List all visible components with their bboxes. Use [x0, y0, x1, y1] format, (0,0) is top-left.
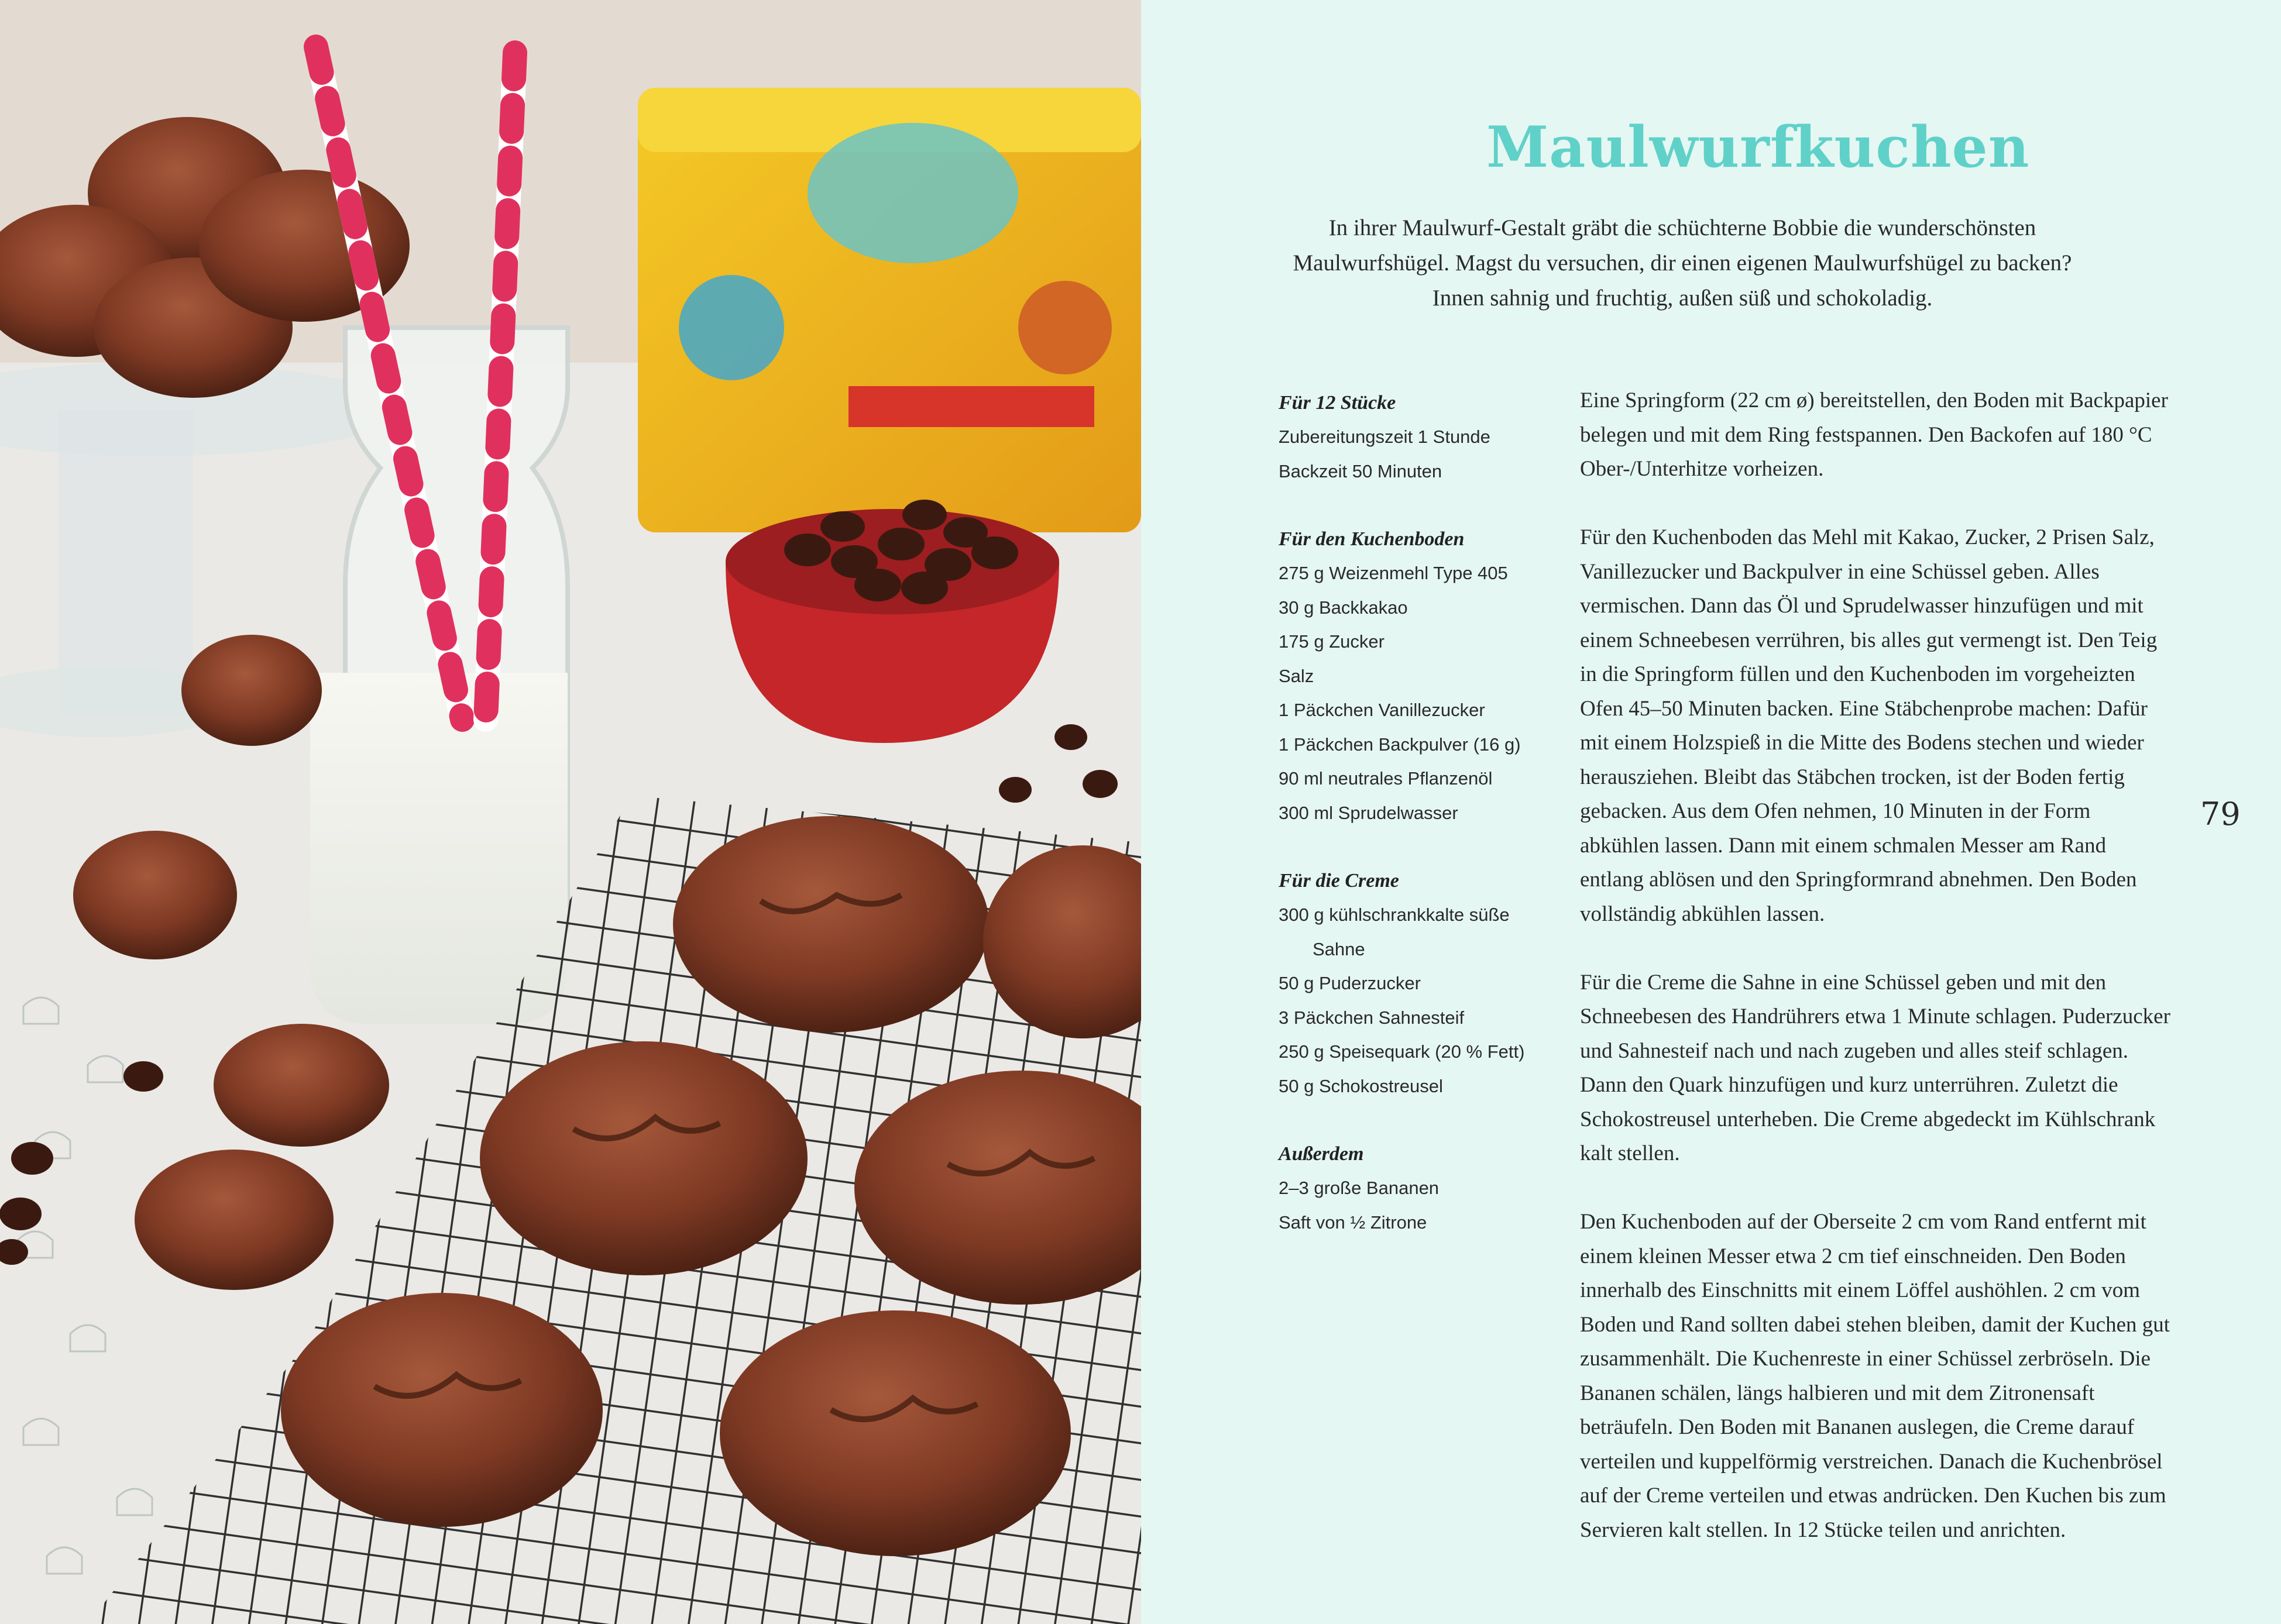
ingredient-line: 175 g Zucker: [1279, 631, 1385, 652]
method-paragraph: Für den Kuchenboden das Mehl mit Kakao, Zucker, 2 Prisen Salz, Vanillezucker und Backpulver in eine Schüssel geben. Alles vermischen. Dann das Öl und Sprudelwasser hinzufügen und mit einem Schneebesen verrühren, bis alles gut vermengt ist. Den Teig in die Springform füllen und den Kuchenboden im vorgeheizten Ofen 45–50 Minuten backen. Eine Stäbchenprobe machen: Dafür mit einem Holzspieß in die Mitte des Bodens stechen und wieder herausziehen. Bleibt das Stäbchen trocken, ist der Boden fertig gebacken. Aus dem Ofen nehmen, 10 Minuten in der Form abkühlen lassen. Dann mit einem schmalen Messer am Rand entlang ablösen und den Springformrand abnehmen. Den Boden vollständig abkühlen lassen.: [1580, 525, 2158, 926]
ingredient-line: 300 ml Sprudelwasser: [1279, 802, 1458, 823]
method-paragraph: Für die Creme die Sahne in eine Schüssel geben und mit den Schneebesen des Handrührers etwa 1 Minute schlagen. Puderzucker und Sahnesteif nach und nach zugeben und alles steif schlagen. Dann den Quark hinzufügen und kurz unterrühren. Zuletzt die Schokostreusel unterheben. Die Creme abgedeckt im Kühlschrank kalt stellen.: [1580, 970, 2170, 1165]
ingredient-group-heading: Für 12 Stücke: [1279, 392, 1396, 414]
ingredient-line: Salz: [1279, 665, 1314, 686]
page-number: 79: [2200, 796, 2241, 832]
ingredient-line: 1 Päckchen Backpulver (16 g): [1279, 734, 1521, 755]
ingredient-line: 275 g Weizenmehl Type 405: [1279, 563, 1508, 583]
ingredient-group-heading: Für den Kuchenboden: [1279, 528, 1465, 550]
ingredient-line: Sahne: [1313, 938, 1365, 959]
ingredient-line: 30 g Backkakao: [1279, 597, 1408, 618]
ingredient-group: [1279, 864, 1559, 1103]
ingredient-group: [1279, 386, 1559, 488]
recipe-page: [1141, 0, 2281, 1624]
ingredient-line: 50 g Puderzucker: [1279, 973, 1421, 993]
ingredient-line: 2–3 große Bananen: [1279, 1178, 1440, 1198]
ingredient-group: [1279, 1137, 1559, 1240]
method-paragraph: Eine Springform (22 cm ø) bereitstellen, den Boden mit Backpapier belegen und mit dem Ring festspannen. Den Backofen auf 180 °C Ober-/Unterhitze vorheizen.: [1580, 388, 2168, 481]
ingredient-line: 1 Päckchen Vanillezucker: [1279, 700, 1485, 720]
ingredient-list: [1279, 386, 1559, 1274]
ingredient-line: Saft von ½ Zitrone: [1279, 1212, 1427, 1233]
ingredient-group-heading: Außerdem: [1279, 1143, 1364, 1165]
ingredient-line: 3 Päckchen Sahnesteif: [1279, 1007, 1465, 1028]
ingredient-line: Backzeit 50 Minuten: [1279, 460, 1442, 481]
ingredient-group-heading: Für die Creme: [1279, 870, 1399, 892]
ingredient-group: [1279, 522, 1559, 830]
ingredient-line: Zubereitungszeit 1 Stunde: [1279, 426, 1490, 447]
ingredient-line: 90 ml neutrales Pflanzenöl: [1279, 768, 1493, 789]
ingredient-line: 50 g Schokostreusel: [1279, 1075, 1443, 1096]
method-steps: [1580, 384, 2171, 1582]
ingredient-line: 300 g kühlschrankkalte süße: [1279, 904, 1510, 925]
recipe-intro: In ihrer Maulwurf-Gestalt gräbt die schüchterne Bobbie die wunderschönsten Maulwurfshügel. Magst du versuchen, dir einen eigenen Maulwurfshügel zu backen? Innen sahnig und fruchtig, außen süß und schokoladig.: [1293, 215, 2072, 311]
method-paragraph: Den Kuchenboden auf der Oberseite 2 cm vom Rand entfernt mit einem kleinen Messer etwa 2 cm tief einschneiden. Den Boden innerhalb des Einschnitts mit einem Löffel aushöhlen. 2 cm vom Boden und Rand sollten dabei stehen bleiben, damit der Kuchen gut zusammenhält. Die Kuchenreste in einer Schüssel zerbröseln. Die Bananen schälen, längs halbieren und mit dem Zitronensaft beträufeln. Den Boden mit Bananen auslegen, die Creme darauf verteilen und kuppelförmig verstreichen. Danach die Kuchenbrösel auf der Creme verteilen und etwas andrücken. Den Kuchen bis zum Servieren kalt stellen. In 12 Stücke teilen und anrichten.: [1580, 1210, 2170, 1542]
ingredient-line: 250 g Speisequark (20 % Fett): [1279, 1041, 1525, 1062]
recipe-title: Maulwurfkuchen: [1486, 114, 2030, 180]
